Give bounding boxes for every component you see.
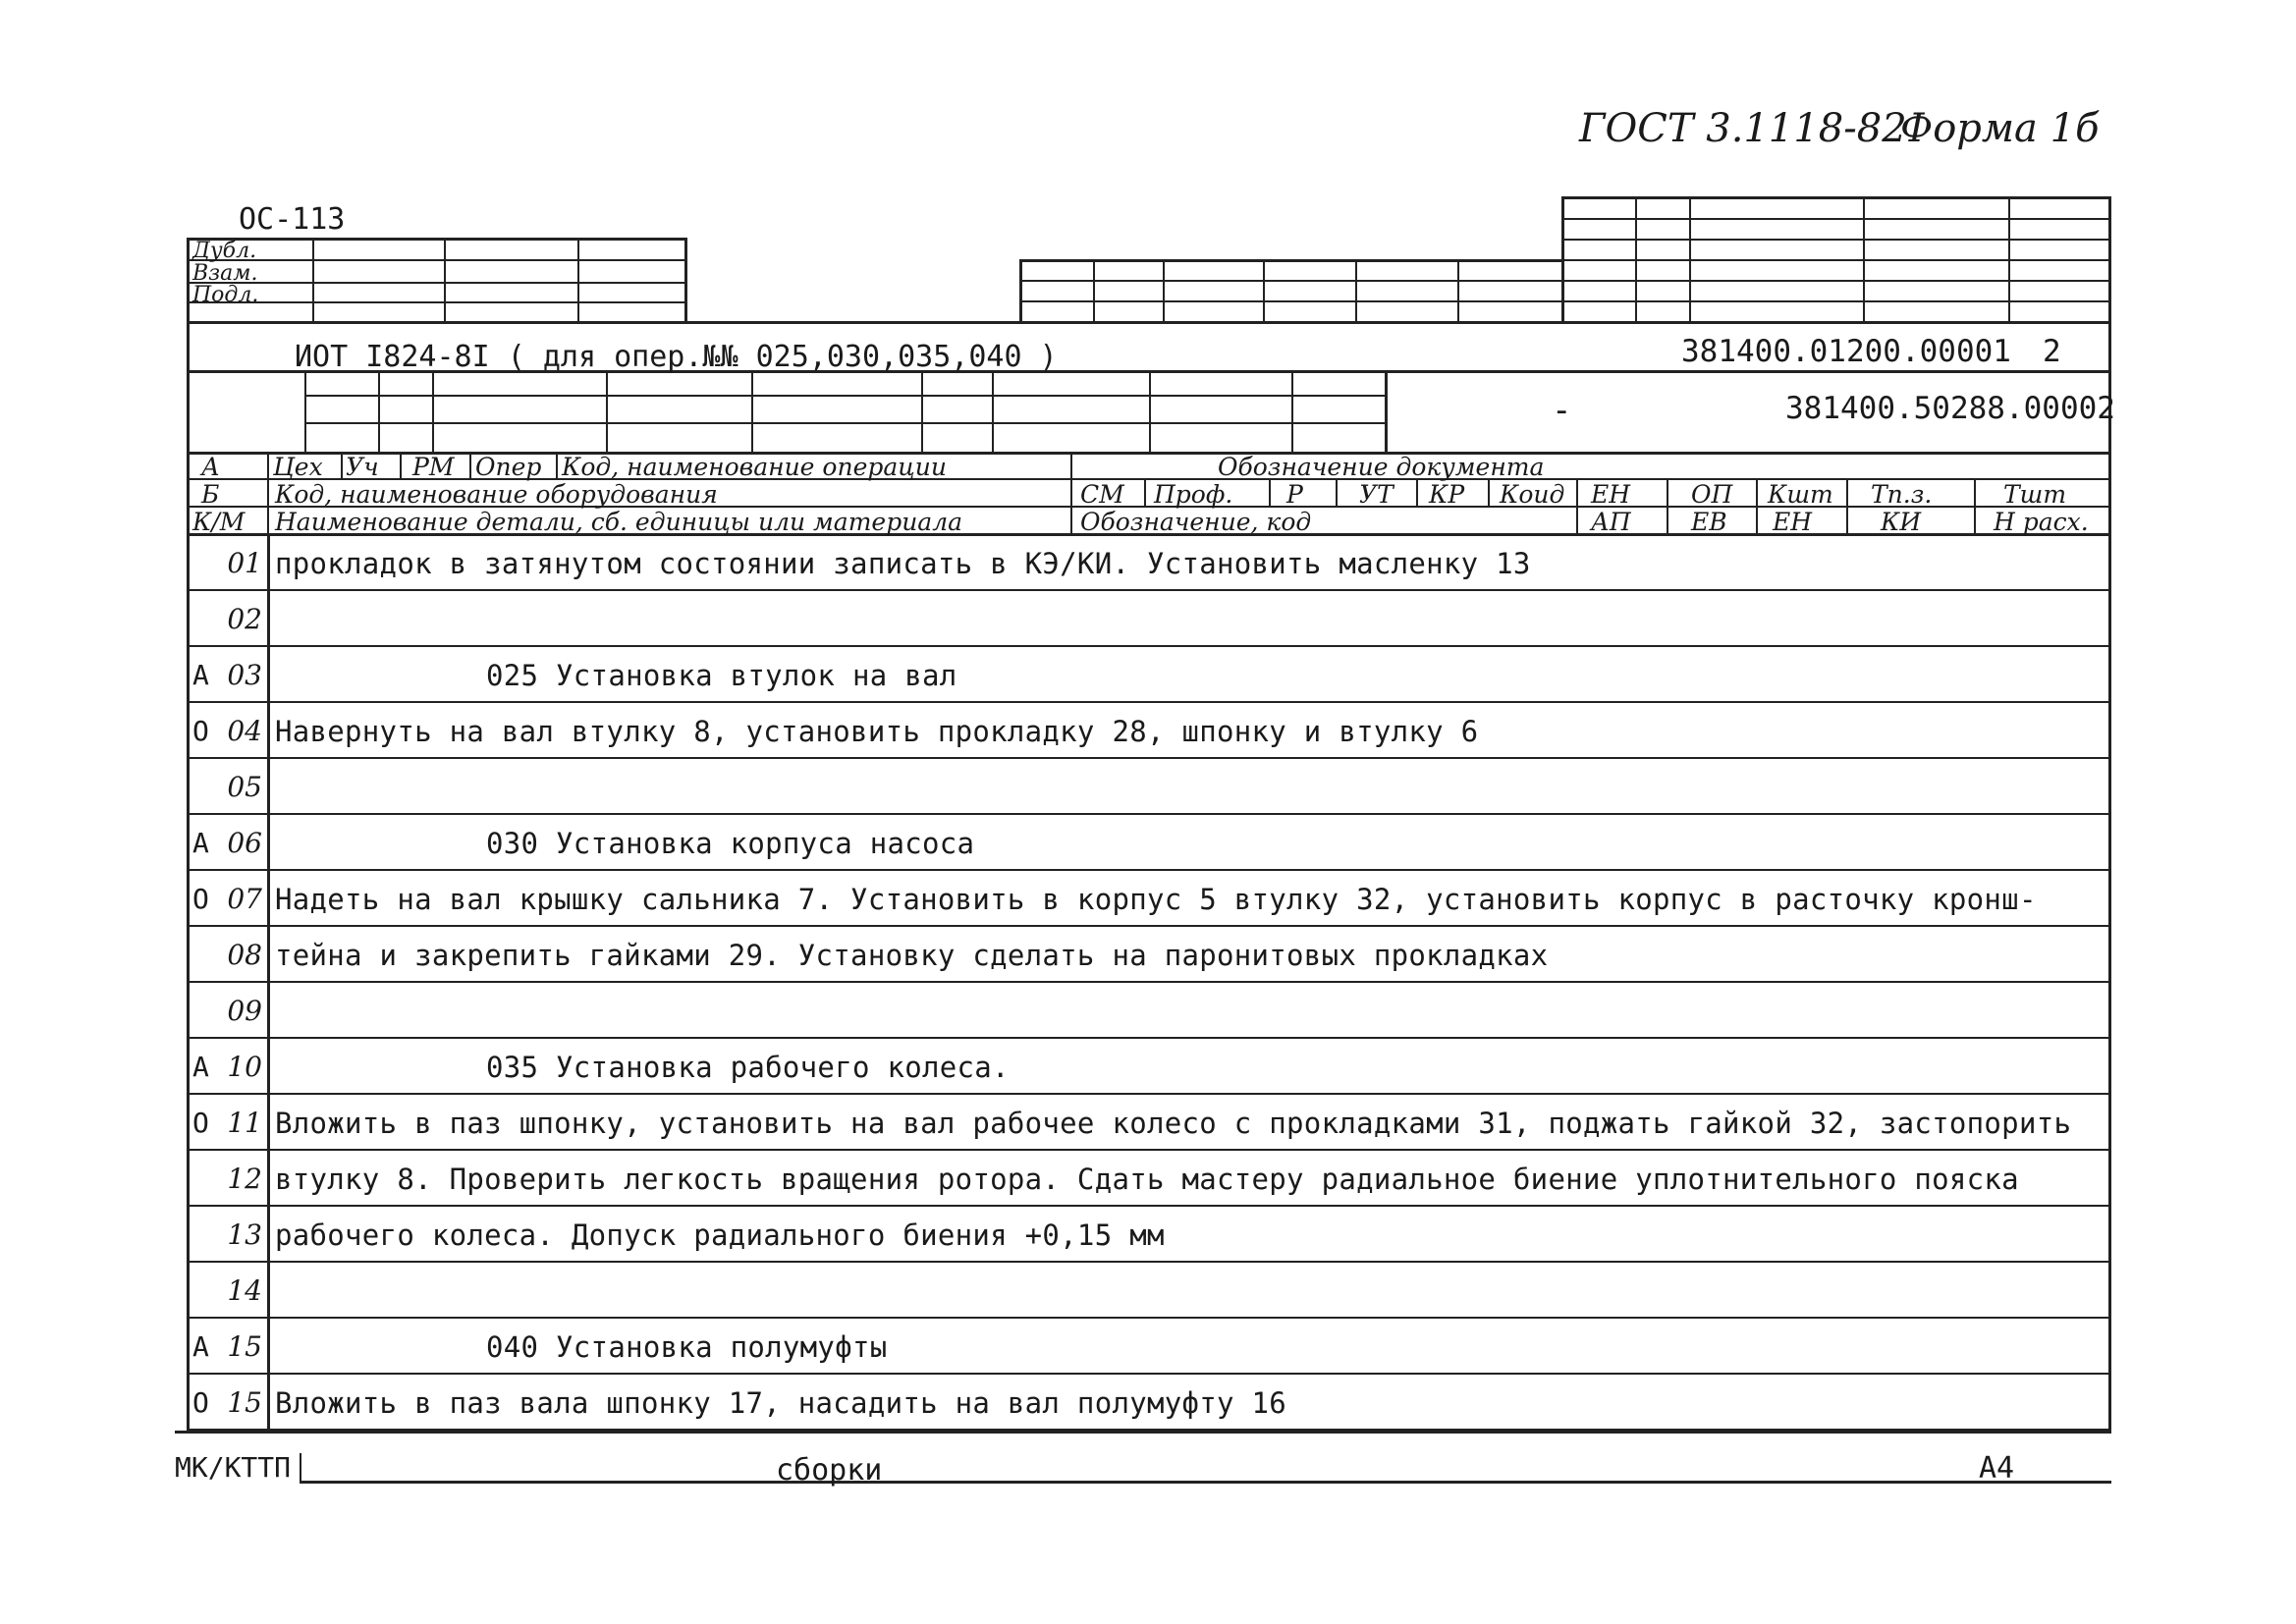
row-text: Вложить в паз шпонку, установить на вал рабочее колесо с прокладками 31, поджать гайкой 32, застопорить	[275, 1107, 2072, 1140]
row-number: 11	[227, 1107, 262, 1139]
row-number: 15	[227, 1386, 262, 1419]
col-tpz: Тп.з.	[1871, 480, 1933, 509]
row-number: 02	[227, 603, 262, 635]
col-kst: Кшт	[1768, 480, 1833, 509]
row-text: тейна и закрепить гайками 29. Установку сделать на паронитовых прокладках	[275, 939, 1549, 972]
row-type-tag: О	[192, 1107, 209, 1139]
col-designation-code: Обозначение, код	[1080, 508, 1312, 536]
footer-format: А4	[1979, 1451, 2015, 1486]
col-uch: Уч	[346, 453, 379, 481]
col-doc-designation: Обозначение документа	[1218, 453, 1545, 481]
row-type-tag: О	[192, 1386, 209, 1419]
stamp-dubl: Дубл.	[192, 239, 257, 263]
col-koid: Коид	[1500, 480, 1565, 509]
row-text: рабочего колеса. Допуск радиального биения +0,15 мм	[275, 1218, 1165, 1252]
col-ap: АП	[1591, 508, 1631, 536]
row-separator	[187, 1205, 2111, 1207]
sheet-code: ОС-113	[239, 202, 346, 237]
row-number: 06	[227, 827, 262, 859]
doc-line: ИОТ I824-8I ( для опер.№№ 025,030,035,040 )	[295, 340, 1058, 374]
row-separator	[187, 1261, 2111, 1263]
row-text: Вложить в паз вала шпонку 17, насадить на вал полумуфту 16	[275, 1386, 1287, 1420]
operation-title: 035 Установка рабочего колеса.	[486, 1051, 1010, 1084]
row-separator	[187, 1149, 2111, 1151]
row-type-tag: О	[192, 715, 209, 747]
footer-form-type: МК/КТТП	[175, 1451, 292, 1484]
row-number: 14	[227, 1274, 262, 1307]
row-type-tag: А	[192, 659, 209, 691]
row-text: втулку 8. Проверить легкость вращения ротора. Сдать мастеру радиальное биение уплотнительного пояска	[275, 1163, 2019, 1196]
row-a-tag: А	[201, 453, 220, 481]
col-ki: КИ	[1881, 508, 1922, 536]
col-sm: СМ	[1080, 480, 1124, 509]
row-type-tag: О	[192, 883, 209, 915]
row-separator	[187, 981, 2111, 983]
footer-title: сборки	[776, 1453, 883, 1488]
form-label: Форма 1б	[1900, 106, 2100, 151]
row-separator	[187, 757, 2111, 759]
col-ev: ЕВ	[1691, 508, 1727, 536]
col-en2: ЕН	[1773, 508, 1813, 536]
row-separator	[187, 813, 2111, 815]
col-prof: Проф.	[1154, 480, 1233, 509]
doc-number-2: 381400.50288.00002	[1785, 391, 2115, 426]
row-number: 03	[227, 659, 262, 691]
operation-title: 040 Установка полумуфты	[486, 1330, 888, 1364]
row-type-tag: А	[192, 1051, 209, 1083]
row-separator	[187, 589, 2111, 591]
col-op: ОП	[1691, 480, 1733, 509]
col-part-name: Наименование детали, сб. единицы или материала	[275, 508, 963, 536]
row-separator	[187, 1317, 2111, 1319]
row-number: 04	[227, 715, 262, 747]
col-n-rash: Н расх.	[1994, 508, 2089, 536]
row-number: 09	[227, 995, 262, 1027]
col-rm: РМ	[412, 453, 455, 481]
col-operation: Код, наименование операции	[562, 453, 947, 481]
row-number: 07	[227, 883, 262, 915]
standard-label: ГОСТ 3.1118-82	[1579, 106, 1907, 151]
row-text: Надеть на вал крышку сальника 7. Установить в корпус 5 втулку 32, установить корпус в расточку кронш-	[275, 883, 2037, 916]
row-type-tag: А	[192, 827, 209, 859]
rownum-divider	[267, 533, 270, 1431]
row-number: 05	[227, 771, 262, 803]
row-text: прокладок в затянутом состоянии записать в КЭ/КИ. Установить масленку 13	[275, 547, 1531, 580]
row-km-tag: К/М	[192, 508, 246, 536]
row-separator	[187, 701, 2111, 703]
col-ceh: Цех	[273, 453, 323, 481]
row-separator	[187, 1037, 2111, 1039]
col-en: ЕН	[1591, 480, 1631, 509]
row-number: 15	[227, 1330, 262, 1363]
row-number: 01	[227, 547, 262, 579]
operation-title: 030 Установка корпуса насоса	[486, 827, 975, 860]
row-number: 12	[227, 1163, 262, 1195]
col-equipment: Код, наименование оборудования	[275, 480, 718, 509]
sheet-number: 2	[2043, 334, 2061, 369]
row-type-tag: А	[192, 1330, 209, 1363]
row-separator	[187, 925, 2111, 927]
col-kr: КР	[1429, 480, 1465, 509]
row-number: 13	[227, 1218, 262, 1251]
row-separator	[187, 1373, 2111, 1375]
row-separator	[187, 869, 2111, 871]
row-number: 10	[227, 1051, 262, 1083]
col-oper: Опер	[475, 453, 542, 481]
row-b-tag: Б	[201, 480, 220, 509]
stamp-podl: Подл.	[192, 283, 259, 307]
col-ut: УТ	[1359, 480, 1394, 509]
row-separator	[187, 1093, 2111, 1095]
col-r: Р	[1286, 480, 1303, 509]
stamp-vzam: Взам.	[192, 261, 258, 286]
dash-mark: -	[1552, 391, 1572, 430]
row-number: 08	[227, 939, 262, 971]
operation-title: 025 Установка втулок на вал	[486, 659, 957, 692]
row-text: Навернуть на вал втулку 8, установить прокладку 28, шпонку и втулку 6	[275, 715, 1479, 748]
row-separator	[187, 645, 2111, 647]
col-tsht: Тшт	[2003, 480, 2067, 509]
doc-number-1: 381400.01200.00001	[1681, 334, 2011, 369]
